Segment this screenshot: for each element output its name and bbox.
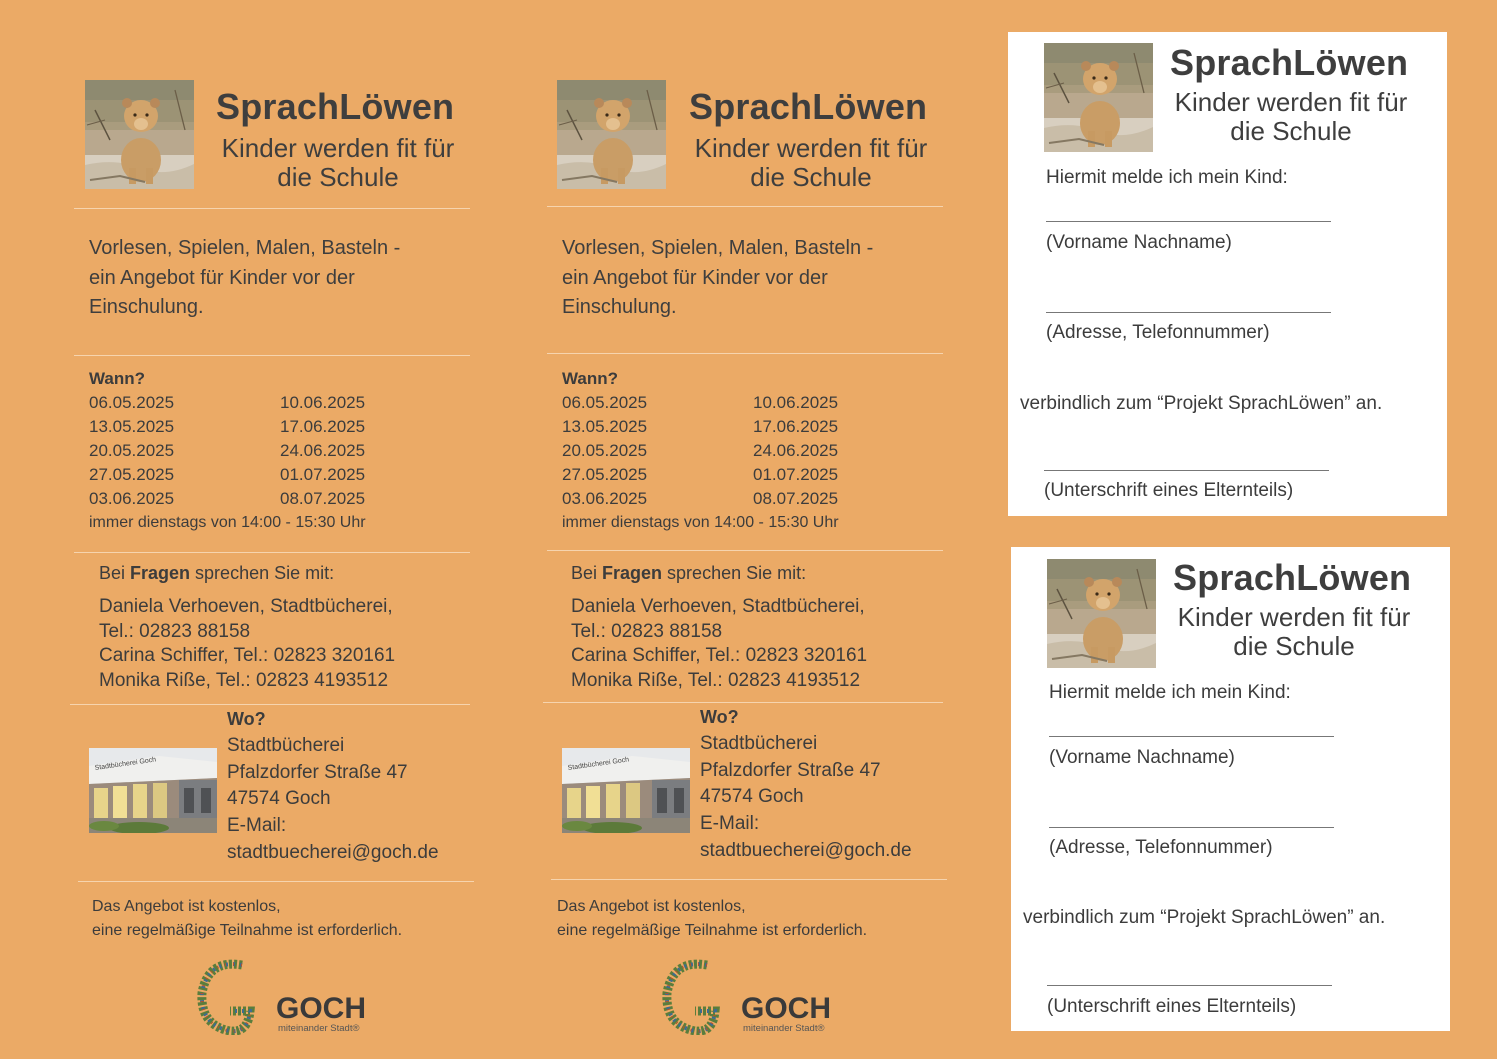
fragen-prefix: Bei — [571, 563, 603, 583]
date: 01.07.2025 — [280, 465, 366, 484]
form-intro: Hiermit melde ich mein Kind: — [1049, 682, 1291, 703]
questions-line — [99, 563, 334, 584]
form-subtitle — [1159, 603, 1429, 661]
library-photo — [89, 748, 217, 833]
wo-line: E-Mail: — [227, 815, 287, 837]
intro-line: Einschulung. — [89, 296, 204, 318]
address-label: (Adresse, Telefonnummer) — [1046, 322, 1270, 343]
divider — [74, 208, 470, 209]
flyer-title: SprachLöwen — [216, 86, 455, 127]
divider — [70, 704, 470, 705]
child-name-field[interactable] — [1046, 220, 1331, 222]
address-field[interactable] — [1049, 826, 1334, 828]
goch-logo — [655, 955, 855, 1035]
date: 24.06.2025 — [280, 441, 366, 460]
signature-field[interactable] — [1044, 469, 1329, 471]
contact-line: Monika Riße, Tel.: 02823 4193512 — [99, 670, 389, 692]
intro-text — [89, 234, 400, 323]
email-link[interactable]: stadtbuecherei@goch.de — [227, 841, 439, 863]
date: 10.06.2025 — [753, 393, 839, 412]
logo-name: GOCH — [741, 992, 831, 1025]
dates-right-column — [753, 391, 838, 511]
divider — [78, 881, 474, 882]
fragen-suffix: sprechen Sie mit: — [662, 563, 807, 583]
date: 20.05.2025 — [562, 441, 648, 460]
contact-line: Carina Schiffer, Tel.: 02823 320161 — [571, 645, 868, 667]
binding-text: verbindlich zum “Projekt SprachLöwen” an. — [1020, 393, 1383, 414]
intro-text — [562, 234, 873, 323]
date: 08.07.2025 — [280, 489, 366, 508]
date: 13.05.2025 — [89, 417, 175, 436]
fragen-bold: Fragen — [602, 563, 663, 583]
date: 06.05.2025 — [89, 393, 175, 412]
lion-cub-photo — [557, 80, 666, 189]
signature-label: (Unterschrift eines Elternteils) — [1047, 996, 1297, 1017]
divider — [547, 206, 943, 207]
date: 24.06.2025 — [753, 441, 839, 460]
logo-name: GOCH — [276, 992, 366, 1025]
fragen-bold: Fragen — [130, 563, 191, 583]
subtitle-line-2: die Schule — [1230, 116, 1352, 146]
form-title: SprachLöwen — [1173, 557, 1412, 598]
logo-g-people-icon — [202, 964, 250, 1031]
form-title: SprachLöwen — [1170, 42, 1409, 83]
wann-heading: Wann? — [562, 369, 619, 388]
questions-line — [571, 563, 806, 584]
goch-logo — [190, 955, 390, 1035]
subtitle-line-2: die Schule — [750, 162, 872, 192]
date: 17.06.2025 — [753, 417, 839, 436]
divider — [74, 552, 470, 553]
divider — [547, 353, 943, 354]
wo-line: Stadtbücherei — [227, 734, 345, 756]
dates-left-column — [562, 391, 647, 511]
address-label: (Adresse, Telefonnummer) — [1049, 837, 1273, 858]
child-name-field[interactable] — [1049, 735, 1334, 737]
lion-cub-photo — [1044, 43, 1153, 152]
date: 27.05.2025 — [89, 465, 175, 484]
date: 13.05.2025 — [562, 417, 648, 436]
divider — [547, 550, 943, 551]
binding-text: verbindlich zum “Projekt SprachLöwen” an. — [1023, 907, 1386, 928]
contact-line: Carina Schiffer, Tel.: 02823 320161 — [99, 645, 396, 667]
fragen-suffix: sprechen Sie mit: — [190, 563, 335, 583]
subtitle-line-1: Kinder werden fit für — [1174, 87, 1408, 117]
contact-line: Daniela Verhoeven, Stadtbücherei, — [571, 596, 865, 617]
logo-tagline: miteinander Stadt® — [278, 1023, 360, 1034]
form-intro: Hiermit melde ich mein Kind: — [1046, 167, 1288, 188]
name-label: (Vorname Nachname) — [1046, 232, 1232, 253]
logo-g-people-icon — [667, 964, 715, 1031]
intro-line: ein Angebot für Kinder vor der — [89, 266, 355, 289]
wo-heading: Wo? — [700, 707, 739, 727]
subtitle-line-1: Kinder werden fit für — [221, 133, 455, 163]
date: 20.05.2025 — [89, 441, 175, 460]
subtitle-line-1: Kinder werden fit für — [694, 133, 928, 163]
location-block — [700, 704, 912, 865]
email-link[interactable]: stadtbuecherei@goch.de — [700, 839, 912, 861]
flyer-left — [0, 0, 455, 1059]
date: 08.07.2025 — [753, 489, 839, 508]
lion-cub-photo — [85, 80, 194, 189]
times-text: immer dienstags von 14:00 - 15:30 Uhr — [562, 514, 839, 531]
date: 10.06.2025 — [280, 393, 366, 412]
dates-right-column — [280, 391, 365, 511]
wo-line: E-Mail: — [700, 813, 760, 835]
wo-line: Pfalzdorfer Straße 47 — [227, 761, 408, 783]
contact-line: Tel.: 02823 88158 — [571, 620, 723, 642]
intro-line: Vorlesen, Spielen, Malen, Basteln - — [562, 237, 874, 259]
date: 27.05.2025 — [562, 465, 648, 484]
note-text — [557, 895, 867, 943]
flyer-title: SprachLöwen — [689, 86, 928, 127]
date: 17.06.2025 — [280, 417, 366, 436]
wo-heading: Wo? — [227, 709, 266, 729]
wo-line: 47574 Goch — [700, 786, 804, 808]
note-line: Das Angebot ist kostenlos, — [92, 898, 281, 915]
contacts-list — [571, 595, 867, 694]
registration-card-bottom — [1011, 547, 1450, 1031]
flyer-subtitle — [676, 134, 946, 192]
dates-left-column — [89, 391, 174, 511]
logo-tagline: miteinander Stadt® — [743, 1023, 825, 1034]
signature-label: (Unterschrift eines Elternteils) — [1044, 480, 1294, 501]
date: 06.05.2025 — [562, 393, 648, 412]
address-field[interactable] — [1046, 311, 1331, 313]
contact-line: Monika Riße, Tel.: 02823 4193512 — [571, 670, 861, 692]
location-block — [227, 706, 439, 867]
name-label: (Vorname Nachname) — [1049, 747, 1235, 768]
date: 03.06.2025 — [562, 489, 648, 508]
date: 01.07.2025 — [753, 465, 839, 484]
wo-line: 47574 Goch — [227, 788, 331, 810]
wo-line: Stadtbücherei — [700, 732, 818, 754]
note-line: Das Angebot ist kostenlos, — [557, 898, 746, 915]
note-line: eine regelmäßige Teilnahme ist erforderlich. — [557, 922, 868, 939]
flyer-subtitle — [203, 134, 473, 192]
flyer-middle — [473, 0, 928, 1059]
lion-cub-photo — [1047, 559, 1156, 668]
times-text: immer dienstags von 14:00 - 15:30 Uhr — [89, 514, 366, 531]
intro-line: Vorlesen, Spielen, Malen, Basteln - — [89, 237, 401, 259]
wo-line: Pfalzdorfer Straße 47 — [700, 759, 881, 781]
fragen-prefix: Bei — [99, 563, 131, 583]
intro-line: Einschulung. — [562, 296, 677, 318]
wann-heading: Wann? — [89, 369, 146, 388]
form-subtitle — [1156, 88, 1426, 146]
divider — [551, 879, 947, 880]
subtitle-line-1: Kinder werden fit für — [1177, 602, 1411, 632]
subtitle-line-2: die Schule — [1233, 631, 1355, 661]
contact-line: Daniela Verhoeven, Stadtbücherei, — [99, 596, 393, 617]
date: 03.06.2025 — [89, 489, 175, 508]
divider — [543, 702, 943, 703]
contacts-list — [99, 595, 395, 694]
signature-field[interactable] — [1047, 984, 1332, 986]
subtitle-line-2: die Schule — [277, 162, 399, 192]
intro-line: ein Angebot für Kinder vor der — [562, 266, 828, 289]
registration-card-top — [1008, 32, 1447, 516]
divider — [74, 355, 470, 356]
note-text — [92, 895, 402, 943]
note-line: eine regelmäßige Teilnahme ist erforderlich. — [92, 922, 403, 939]
library-photo — [562, 748, 690, 833]
contact-line: Tel.: 02823 88158 — [99, 620, 251, 642]
